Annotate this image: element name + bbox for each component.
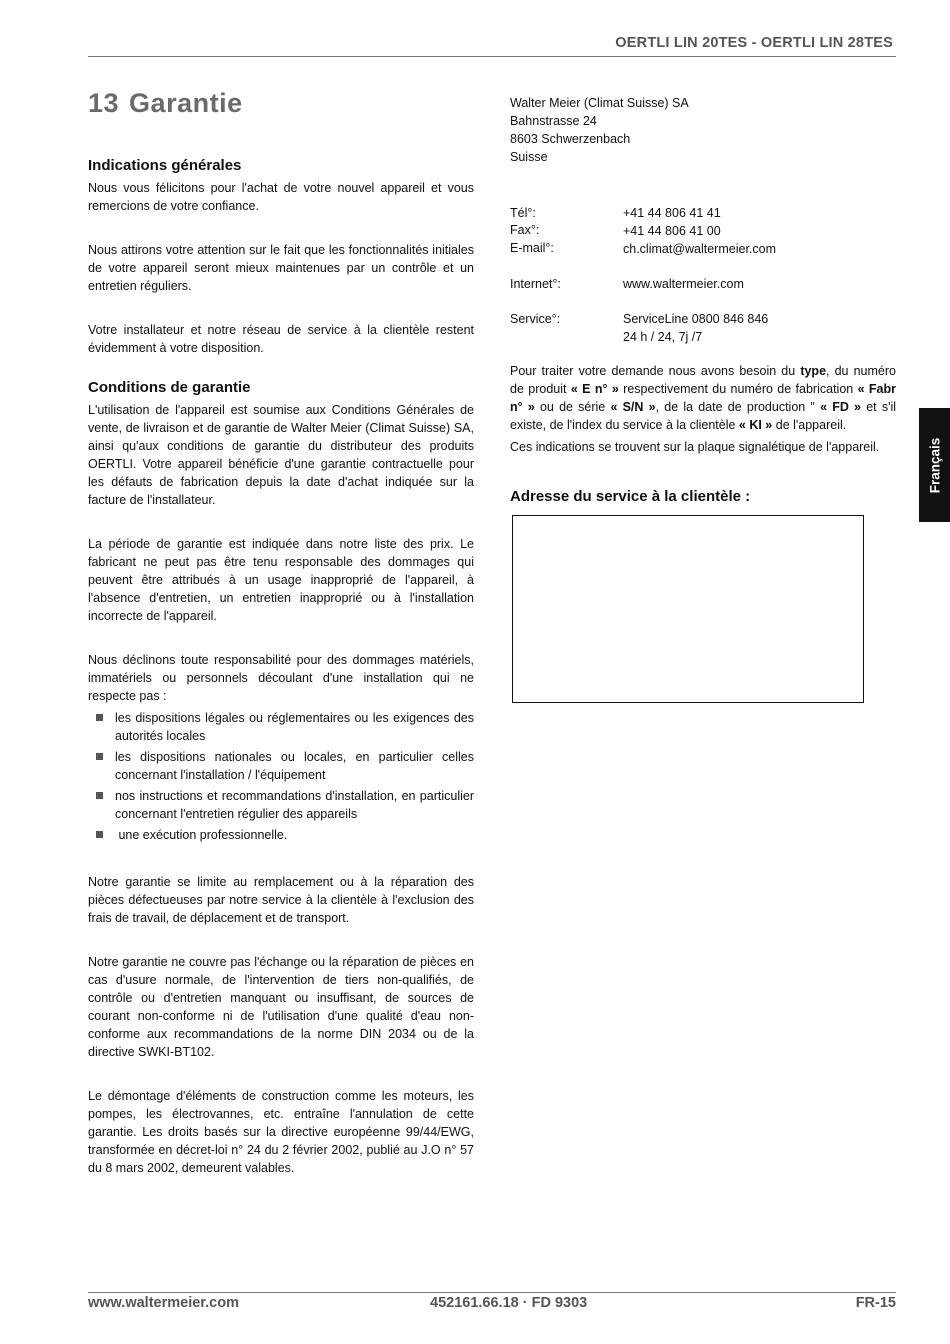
contact-email <box>510 240 896 258</box>
footer-rule <box>88 1292 896 1293</box>
list-item: les dispositions nationales ou locales, en particulier celles concernant l'installation / l'équipement <box>88 748 474 784</box>
chapter-title-text: Garantie <box>129 88 243 118</box>
conditions-paragraph-2: La période de garantie est indiquée dans notre liste des prix. Le fabricant ne peut pas être tenu responsable des dommages qui peuvent être attribués à un usage inapproprié de l'appareil, à l'absence d'entretien, un entretien inapproprié ou à l'installation incorrecte de l'appareil. <box>88 537 474 623</box>
chapter-title <box>88 88 474 119</box>
service-address-heading: Adresse du service à la clientèle : <box>510 488 751 505</box>
service-value <box>623 310 896 346</box>
tel-value: +41 44 806 41 41 <box>623 206 721 220</box>
service-address-box <box>512 515 864 703</box>
header-title: OERTLI LIN 20TES - OERTLI LIN 28TES <box>615 35 893 51</box>
chapter-number: 13 <box>88 88 120 118</box>
conditions-paragraph-6: Le démontage d'éléments de construction comme les moteurs, les pompes, les électrovannes, etc. entraîne l'annulation de cette garantie. Les droits basés sur la directive européenne 99/44/EWG, transformée en décret-loi n° 24 du 2 février 2002, publié au J.O n° 57 du 8 mars 2002, demeurent valables. <box>88 1089 474 1175</box>
left-column <box>88 88 474 1177</box>
language-tab-label: Français <box>927 437 942 493</box>
contact-service <box>510 310 896 346</box>
square-bullet-icon <box>96 753 103 760</box>
request-paragraph: Pour traiter votre demande nous avons besoin du type, du numéro de produit « E n° » respectivement du numéro de fabrication « Fabr n° » ou de série « S/N », de la date de production " « FD » et s'il existe, de l'index du service à la clientèle « KI » de l'appareil. <box>510 364 897 432</box>
email-label: E-mail°: <box>510 241 554 255</box>
right-column <box>510 94 896 703</box>
company-address <box>510 94 896 166</box>
conditions-paragraph-1: L'utilisation de l'appareil est soumise aux Conditions Générales de vente, de livraison et de garantie de Walter Meier (Climat Suisse) SA, ainsi qu'aux conditions de garantie du distributeur des produits OERTLI. Votre appareil bénéficie d'une garantie contractuelle pour les défauts de fabrication depuis la date d'achat indiquée sur la facture de l'installateur. <box>88 403 474 507</box>
general-paragraph-3: Votre installateur et notre réseau de service à la clientèle restent évidemment à votre disposition. <box>88 323 474 355</box>
list-item: nos instructions et recommandations d'installation, en particulier concernant l'entretien régulier des appareils <box>88 787 474 823</box>
tel-label: Tél°: <box>510 206 536 220</box>
liability-list <box>88 709 474 844</box>
contact-tel <box>510 204 896 222</box>
square-bullet-icon <box>96 792 103 799</box>
company-street: Bahnstrasse 24 <box>510 114 597 128</box>
email-value: ch.climat@waltermeier.com <box>623 242 777 256</box>
internet-label: Internet°: <box>510 277 561 291</box>
company-country: Suisse <box>510 150 548 164</box>
general-paragraph-2: Nous attirons votre attention sur le fait que les fonctionnalités initiales de votre appareil seront mieux maintenues par un contrôle et un entretien réguliers. <box>88 243 474 293</box>
conditions-heading: Conditions de garantie <box>88 379 251 396</box>
footer-page-number: FR-15 <box>855 1295 896 1311</box>
service-label: Service°: <box>510 312 561 326</box>
conditions-paragraph-5: Notre garantie ne couvre pas l'échange ou la réparation de pièces en cas d'usure normale, de l'intervention de tiers non-qualifiés, de contrôle ou d'entretien manquant ou insuffisant, de sources de courant non-conforme ni de l'utilisation d'une qualité d'eau non-conforme aux recommandations de la norme DIN 2034 ou de la directive SWKI-BT102. <box>88 955 474 1059</box>
header-rule <box>88 56 896 57</box>
plate-note: Ces indications se trouvent sur la plaque signalétique de l'appareil. <box>510 440 880 454</box>
footer-website: www.waltermeier.com <box>88 1295 239 1311</box>
general-heading: Indications générales <box>88 157 242 174</box>
company-city: 8603 Schwerzenbach <box>510 132 631 146</box>
fax-value: +41 44 806 41 00 <box>623 224 721 238</box>
contact-fax <box>510 222 896 240</box>
conditions-paragraph-4: Notre garantie se limite au remplacement ou à la réparation des pièces défectueuses par notre service à la clientèle à l'exclusion des frais de travail, de déplacement et de transport. <box>88 875 474 925</box>
square-bullet-icon <box>96 714 103 721</box>
conditions-paragraph-3: Nous déclinons toute responsabilité pour des dommages matériels, immatériels ou personnels découlant d'une installation qui ne respecte pas : <box>88 653 474 703</box>
contact-internet <box>510 275 896 293</box>
square-bullet-icon <box>96 831 103 838</box>
general-paragraph-1: Nous vous félicitons pour l'achat de votre nouvel appareil et vous remercions de votre confiance. <box>88 181 474 213</box>
company-name: Walter Meier (Climat Suisse) SA <box>510 96 689 110</box>
footer-doc-number: 452161.66.18 · FD 9303 <box>430 1295 588 1311</box>
service-hours: 24 h / 24, 7j /7 <box>623 330 703 344</box>
request-info <box>510 362 896 456</box>
language-tab <box>919 408 950 522</box>
contact-block <box>510 204 896 346</box>
service-line: ServiceLine 0800 846 846 <box>623 312 769 326</box>
list-item: une exécution professionnelle. <box>88 826 474 844</box>
internet-value: www.waltermeier.com <box>623 277 744 291</box>
list-item: les dispositions légales ou réglementaires ou les exigences des autorités locales <box>88 709 474 745</box>
fax-label: Fax°: <box>510 223 540 237</box>
